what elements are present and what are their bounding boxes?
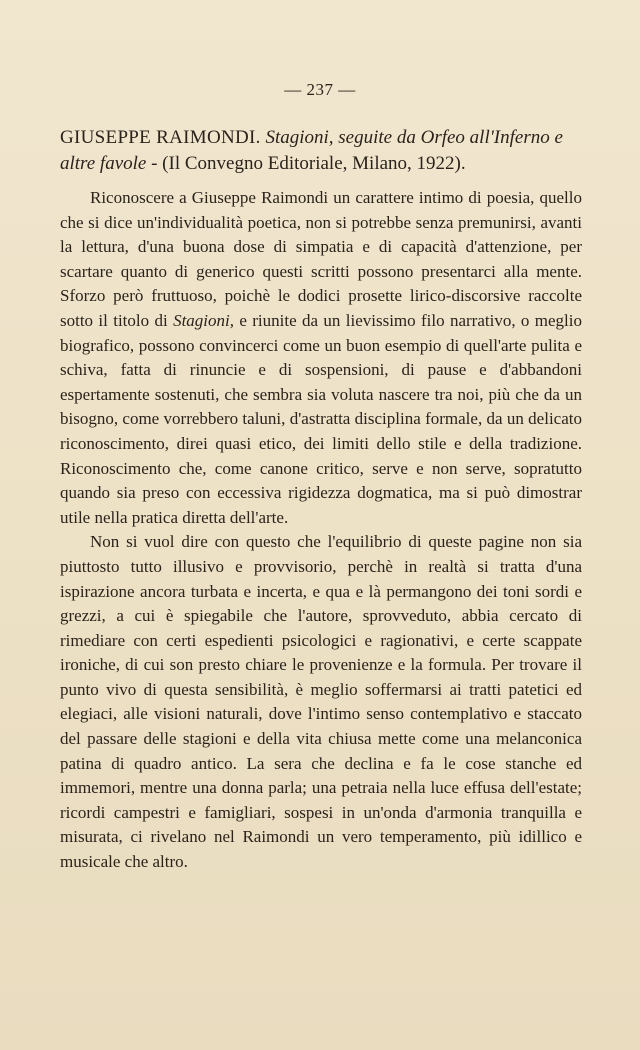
paragraph-2: Non si vuol dire con questo che l'equilibrio di queste pagine non sia piuttosto tutto illusivo e provvisorio, perchè in realtà si tratta d'una ispirazione ancora turbata e incerta, e qua e là permangono dei toni sordi e grezzi, a cui è spiegabile che l'autore, sprovveduto, abbia cercato di rimediare con certi espedienti psicologici e ragionativi, e certe scappate ironiche, di cui son presto chiare le provenienze e la formula. Per trovare il punto vivo di questa sensibilità, è meglio soffermarsi ai tratti patetici ed elegiaci, alle visioni naturali, dove l'intimo senso contemplativo e staccato del passare delle stagioni e della vita chiusa mette come una melanconica patina di quadro antico. La sera che declina e fa le cose stanche ed immemori, mentre una donna parla; una petraia nella luce effusa dell'estate; ricordi campestri e famigliari, sospesi in un'onda d'armonia tranquilla e misurata, ci rivelano nel Raimondi un vero temperamento, più idillico e musicale che altro. — [60, 532, 582, 872]
paragraph-1-text-before: Riconoscere a Giuseppe Raimondi un carattere intimo di poesia, quello che si dice un'individualità poetica, non si potrebbe senza premunirsi, avanti la lettura, d'una buona dose di simpatia e di capacità d'attenzione, per scartare quanto di generico questi scritti possono presentarci alla mente. Sforzo però fruttuoso, poichè le dodici prosette lirico-discorsive raccolte sotto il titolo di — [60, 188, 582, 330]
page-number: — 237 — — [284, 80, 356, 99]
review-author: GIUSEPPE RAIMONDI. — [60, 127, 261, 148]
paragraph-1-emphasis: Stagioni, — [173, 310, 234, 330]
review-publication: - (Il Convegno Editoriale, Milano, 1922). — [151, 153, 466, 174]
review-heading — [60, 125, 582, 177]
paragraph-1 — [60, 186, 582, 530]
paragraph-1-text-after: e riunite da un lievissimo filo narrativo, o meglio biografico, possono convincerci come un buon esempio di quell'arte pulita e schiva, fatta di rinuncie e di sospensioni, di pause e d'abbandoni espertamente sostenuti, che sembra sia voluta nascere tra noi, più che da un bisogno, come vorrebbero taluni, d'astratta disciplina formale, da un delicato riconoscimento, direi quasi etico, dei limiti dello stile e della tradizione. Riconoscimento che, come canone critico, serve e non serve, sopratutto quando sia preso con eccessiva rigidezza dogmatica, ma si può dimostrar utile nella pratica diretta dell'arte. — [60, 310, 583, 527]
review-body — [60, 186, 582, 875]
review-title: Stagioni, seguite da Orfeo all'Inferno e altre favole — [60, 127, 563, 174]
